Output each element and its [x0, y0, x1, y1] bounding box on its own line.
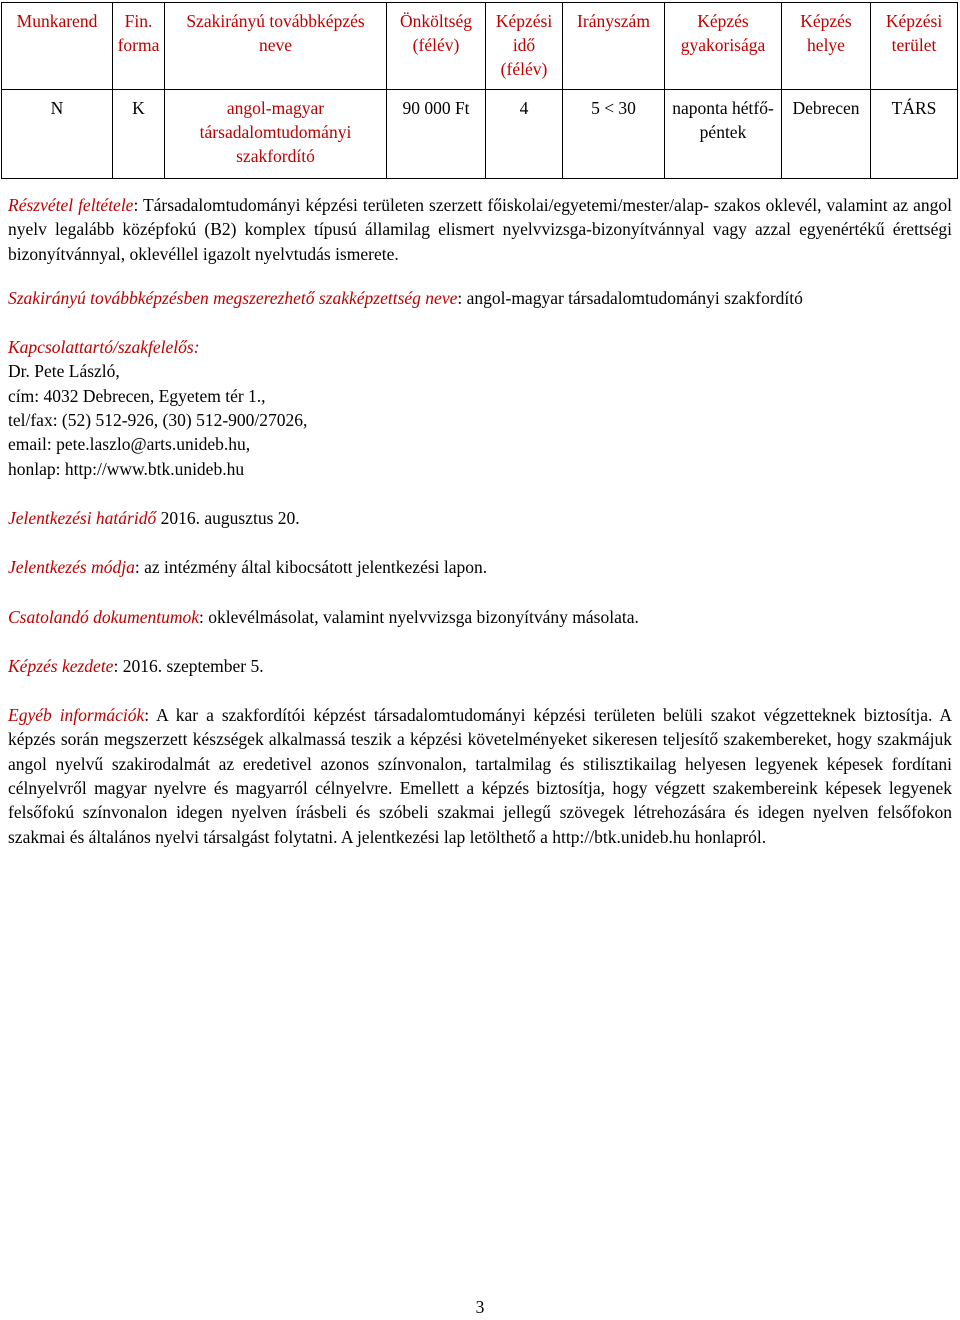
participation-paragraph: Részvétel feltétele: Társadalomtudományi képzési területen szerzett főiskolai/egyetemi/mester/alap- szakos oklevél, valamint az angol nyelv legalább középfokú (B2) komplex típusú államilag elismert nyelvvizsga-bizonyítvánnyal vagy azzal egyenértékű érettségi bizonyítvánnyal, oklevéllel igazolt nyelvtudás ismerete. — [8, 195, 953, 264]
participation-text: Társadalomtudományi képzési területen szerzett főiskolai/egyetemi/mester/alap- szakos oklevél, valamint az angol nyelv legalább középfokú (B2) komplex típusú államilag elismert nyelvvizsga-bizonyítvánnyal vagy azzal egyenértékű érettségi bizonyítvánnyal, oklevéllel igazolt nyelvtudás ismerete. — [8, 195, 953, 264]
program-table — [1, 2, 958, 179]
method-text: az intézmény által kibocsátott jelentkezési lapon. — [144, 557, 488, 578]
cell-target-number: 5 < 30 — [563, 90, 665, 179]
cell-frequency: naponta hétfő-péntek — [665, 90, 782, 179]
start-text: 2016. szeptember 5. — [122, 655, 264, 676]
cell-location: Debrecen — [782, 90, 871, 179]
header-location: Képzés helye — [782, 3, 871, 90]
table-row — [2, 90, 958, 179]
contact-phone: tel/fax: (52) 512-926, (30) 512-900/27026, — [8, 410, 308, 431]
qualification-paragraph: Szakirányú továbbképzésben megszerezhető szakképzettség neve: angol-magyar társadalomtudományi szakfordító — [8, 287, 803, 308]
method-paragraph: Jelentkezés módja: az intézmény által kibocsátott jelentkezési lapon. — [8, 557, 488, 578]
header-target-number: Irányszám — [563, 3, 665, 90]
header-field: Képzési terület — [871, 3, 958, 90]
page-number: 3 — [475, 1297, 485, 1317]
contact-address: cím: 4032 Debrecen, Egyetem tér 1., — [8, 385, 266, 406]
header-munkarend: Munkarend — [2, 3, 113, 90]
header-duration: Képzési idő (félév) — [486, 3, 563, 90]
qualification-text: angol-magyar társadalomtudományi szakfordító — [466, 287, 803, 308]
cell-field: TÁRS — [871, 90, 958, 179]
contact-email: email: pete.laszlo@arts.unideb.hu, — [8, 434, 251, 455]
cell-program-name: angol-magyar társadalomtudományi szakfordító — [165, 90, 387, 179]
header-fin-forma: Fin. forma — [113, 3, 165, 90]
table-header-row — [2, 3, 958, 90]
contact-name: Dr. Pete László, — [8, 361, 120, 382]
participation-label: Részvétel feltétele — [8, 195, 134, 215]
qualification-label: Szakirányú továbbképzésben megszerezhető szakképzettség neve — [8, 287, 458, 308]
other-info-label: Egyéb információk — [8, 705, 145, 726]
deadline-text: 2016. augusztus 20. — [160, 507, 300, 528]
header-frequency: Képzés gyakorisága — [665, 3, 782, 90]
header-tuition: Önköltség (félév) — [387, 3, 486, 90]
other-info-text: A kar a szakfordítói képzést társadalomtudományi képzési területen belüli szakot végzetteknek biztosítja. A képzés során megszerzett készségek alkalmassá teszik a képzési követelményeket sikeresen teljesítő szakembereket, hogy szakmájuk angol nyelvű szakirodalmát az eredetivel azonos színvonalon, tartalmilag és stilisztikailag helyesen legyenek képesek fordítani célnyelvről magyar nyelvre és magyarról célnyelvre. Emellett a képzés biztosítja, hogy végzett szakembereink képesek legyenek felsőfokú színvonalon idegen nyelven írásbeli és szóbeli szakmai jellegű szövegek létrehozására és idegen nyelven felsőfokon szakmai és általános nyelvi társalgást folytatni. A jelentkezési lap letölthető a http://btk.unideb.hu honlapról. — [8, 705, 952, 847]
cell-munkarend: N — [2, 90, 113, 179]
cell-tuition: 90 000 Ft — [387, 90, 486, 179]
contact-web: honlap: http://www.btk.unideb.hu — [8, 458, 245, 479]
other-info-paragraph: Egyéb információk: A kar a szakfordítói képzést társadalomtudományi képzési területen belüli szakot végzetteknek biztosítja. A képzés során megszerzett készségek alkalmassá teszik a képzési követelményeket sikeresen teljesítő szakembereket, hogy szakmájuk angol nyelvű szakirodalmát az eredetivel azonos színvonalon, tartalmilag és stilisztikailag helyesen legyenek képesek fordítani célnyelvről magyar nyelvre és magyarról célnyelvre. Emellett a képzés biztosítja, hogy végzett szakembereink képesek legyenek felsőfokú színvonalon idegen nyelven írásbeli és szóbeli szakmai jellegű szövegek létrehozására és idegen nyelven felsőfokon szakmai és általános nyelvi társalgást folytatni. A jelentkezési lap letölthető a http://btk.unideb.hu honlapról. — [8, 705, 952, 847]
method-label: Jelentkezés módja — [8, 557, 135, 578]
start-label: Képzés kezdete — [8, 655, 114, 676]
documents-text: oklevélmásolat, valamint nyelvvizsga bizonyítvány másolata. — [208, 606, 639, 627]
documents-label: Csatolandó dokumentumok — [8, 606, 200, 627]
cell-duration: 4 — [486, 90, 563, 179]
start-paragraph: Képzés kezdete: 2016. szeptember 5. — [8, 655, 264, 676]
documents-paragraph: Csatolandó dokumentumok: oklevélmásolat, valamint nyelvvizsga bizonyítvány másolata. — [8, 606, 639, 627]
contact-label: Kapcsolattartó/szakfelelős: — [8, 337, 200, 358]
deadline-label: Jelentkezési határidő — [8, 507, 157, 528]
header-program-name: Szakirányú továbbképzés neve — [165, 3, 387, 90]
cell-fin-forma: K — [113, 90, 165, 179]
document-body — [8, 193, 952, 849]
deadline-paragraph — [8, 506, 952, 530]
